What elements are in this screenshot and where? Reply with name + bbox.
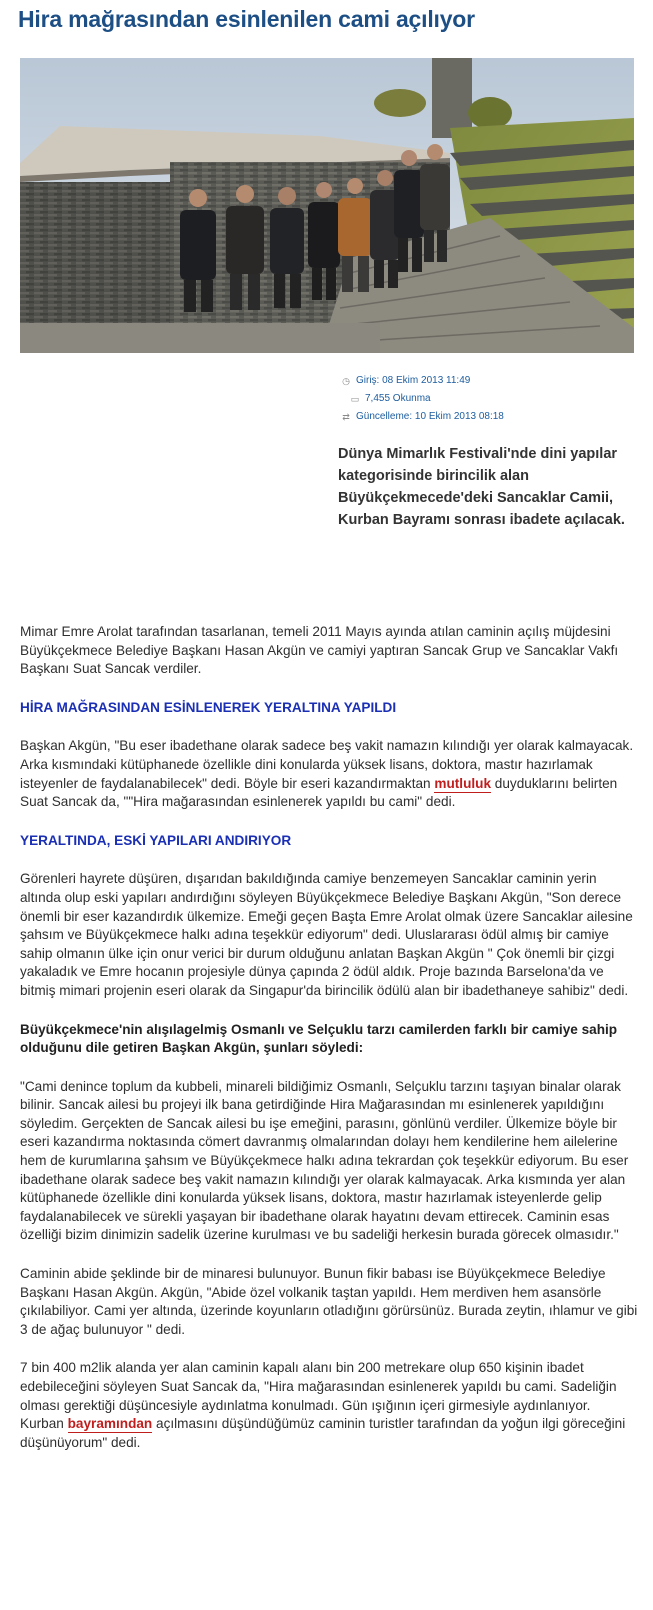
read-count-text: 7,455 Okunma: [365, 393, 431, 404]
paragraph-2-text-a: Başkan Akgün, "Bu eser ibadethane olarak sadece beş vakit namazın kılındığı yer olarak kalmayacak. Arka kısmındaki kütüphanede özellikle dini konularda yüksek lisans, doktora, mastır hazırlamak isteyenler de faydalanabilecek" dedi. Böyle bir eseri kazandırmaktan: [20, 738, 634, 791]
refresh-icon: ⇄: [342, 412, 350, 422]
updated-date: [340, 408, 504, 426]
read-count: [340, 390, 504, 408]
paragraph-7: [20, 1359, 638, 1452]
clock-icon: ◷: [342, 376, 350, 386]
article-title: Hira mağrasından esinlenilen cami açılıyor: [18, 6, 475, 32]
article-photo: [20, 58, 634, 353]
paragraph-2-text-b: duyduklarını belirten Suat Sancak da, ""Hira mağarasından esinlenerek yapıldı bu cami" dedi.: [20, 775, 618, 810]
keyword-link-mutluluk[interactable]: mutluluk: [434, 775, 492, 791]
article-body: [20, 623, 638, 1472]
keyword-link-bayramindan[interactable]: bayramından: [67, 1416, 153, 1432]
paragraph-3: Görenleri hayrete düşüren, dışarıdan bakıldığında camiye benzemeyen Sancaklar caminin yerin altında olup eski yapıları andırdığını söyleyen Büyükçekmece Belediye Başkanı Akgün, "Son derece önemli bir eser kazandırdık ülkemize. Emeği geçen Başta Emre Arolat olmak üzere Sancaklar ailesine şahsım ve Büyükçekmece halkı adına teşekkür ediyorum" dedi. Uluslararası ödül almış bir camiye sahip olmanın ülke için onur verici bir durum olduğunu anlatan Başkan Akgün " Çok önemli bir çizgi yakaladık ve Emre hocanın projesiyle dünya çapında 2 ödül aldık. Proje bazında Barselona'da ve bitmiş mimari projenin eseri olarak da Singapur'da birincilik ödülü alan bir ibadethaneye sahibiz" dedi.: [20, 871, 633, 998]
article-meta: [340, 372, 504, 426]
paragraph-2: [20, 737, 638, 811]
paragraph-6: Caminin abide şeklinde bir de minaresi bulunuyor. Bunun fikir babası ise Büyükçekmece Belediye Başkanı Hasan Akgün. Akgün, "Abide özel volkanik taştan yapıldı. Hem merdiven hem asansörle çıkılabiliyor. Cami yer altında, üzerinde koyunların otladığını görürsünüz. Burada zeytin, ıhlamur ve gibi 3 de ağaç bulunuyor " dedi.: [20, 1266, 638, 1337]
published-text: Giriş: 08 Ekim 2013 11:49: [356, 375, 471, 386]
article-lead: Dünya Mimarlık Festivali'nde dini yapılar kategorisinde birincilik alan Büyükçekmecede'deki Sancaklar Camii, Kurban Bayramı sonrası ibadete açılacak.: [338, 446, 625, 528]
updated-text: Güncelleme: 10 Ekim 2013 08:18: [356, 411, 504, 422]
paragraph-1: Mimar Emre Arolat tarafından tasarlanan, temeli 2011 Mayıs ayında atılan caminin açılış müjdesini Büyükçekmece Belediye Başkanı Hasan Akgün ve camiyi yaptıran Sancak Grup ve Sancaklar Vakfı Başkanı Suat Sancak verdiler.: [20, 624, 619, 677]
paragraph-4: Büyükçekmece'nin alışılagelmiş Osmanlı ve Selçuklu tarzı camilerden farklı bir camiye sahip olduğunu dile getiren Başkan Akgün, şunları söyledi:: [20, 1021, 618, 1056]
book-icon: ▭: [350, 394, 360, 404]
subheading-2: YERALTINDA, ESKİ YAPILARI ANDIRIYOR: [20, 832, 292, 848]
subheading-1: HİRA MAĞRASINDAN ESİNLENEREK YERALTINA YAPILDI: [20, 699, 397, 715]
published-date: [340, 372, 504, 390]
paragraph-7-text-b: açılmasını düşündüğümüz caminin turistler tarafından da yoğun ilgi göreceğini düşünüyorum" dedi.: [20, 1416, 626, 1450]
paragraph-7-text-a: 7 bin 400 m2lik alanda yer alan caminin kapalı alanı bin 200 metrekare olup 650 kişinin ibadet edebileceğini söyleyen Suat Sancak da, "Hira mağarasından esinlenerek yapıldı bu cami. Sadeliğin olması gerektiği düşüncesiyle aydınlatma konulmadı. Gün ışığının içeri girmesiyle aydınlanıyor. Kurban: [20, 1360, 617, 1432]
paragraph-5-quote: "Cami denince toplum da kubbeli, minareli bildiğimiz Osmanlı, Selçuklu tarzını taşıyan binalar olarak bilinir. Sancak ailesi bu projeyi ilk bana getirdiğinde Hira Mağarasından mı esinlenerek yapıldığını söyledim. Gerçekten de Sancak ailesi bu işe emeğini, parasını, gönlünü verdiler. Ülkemize böyle bir eseri kazandırma noktasında cömert davranmış olmalarından dolayı hem kendilerine hem ailelerine hem de kurumlarına şahsım ve Büyükçekmece halkı adına tekrardan çok teşekkür ediyorum. Bu eser ibadethane olarak sadece beş vakit namazın kılındığı yer olarak kalmayacak. Arka kısmında yer alan kütüphanede özellikle dini konularda yüksek lisans, doktora, mastır hazırlamak isteyenlerde gelip faydalanabilecek ve sürekli yaşayan bir ibadethane olarak hayatını devam ettirecek. Caminin esas özelliği bizim dinimizin sadelik üzerine kurulması ve bu sadeliği herkesin burada görecek olmasıdır.": [20, 1078, 629, 1243]
